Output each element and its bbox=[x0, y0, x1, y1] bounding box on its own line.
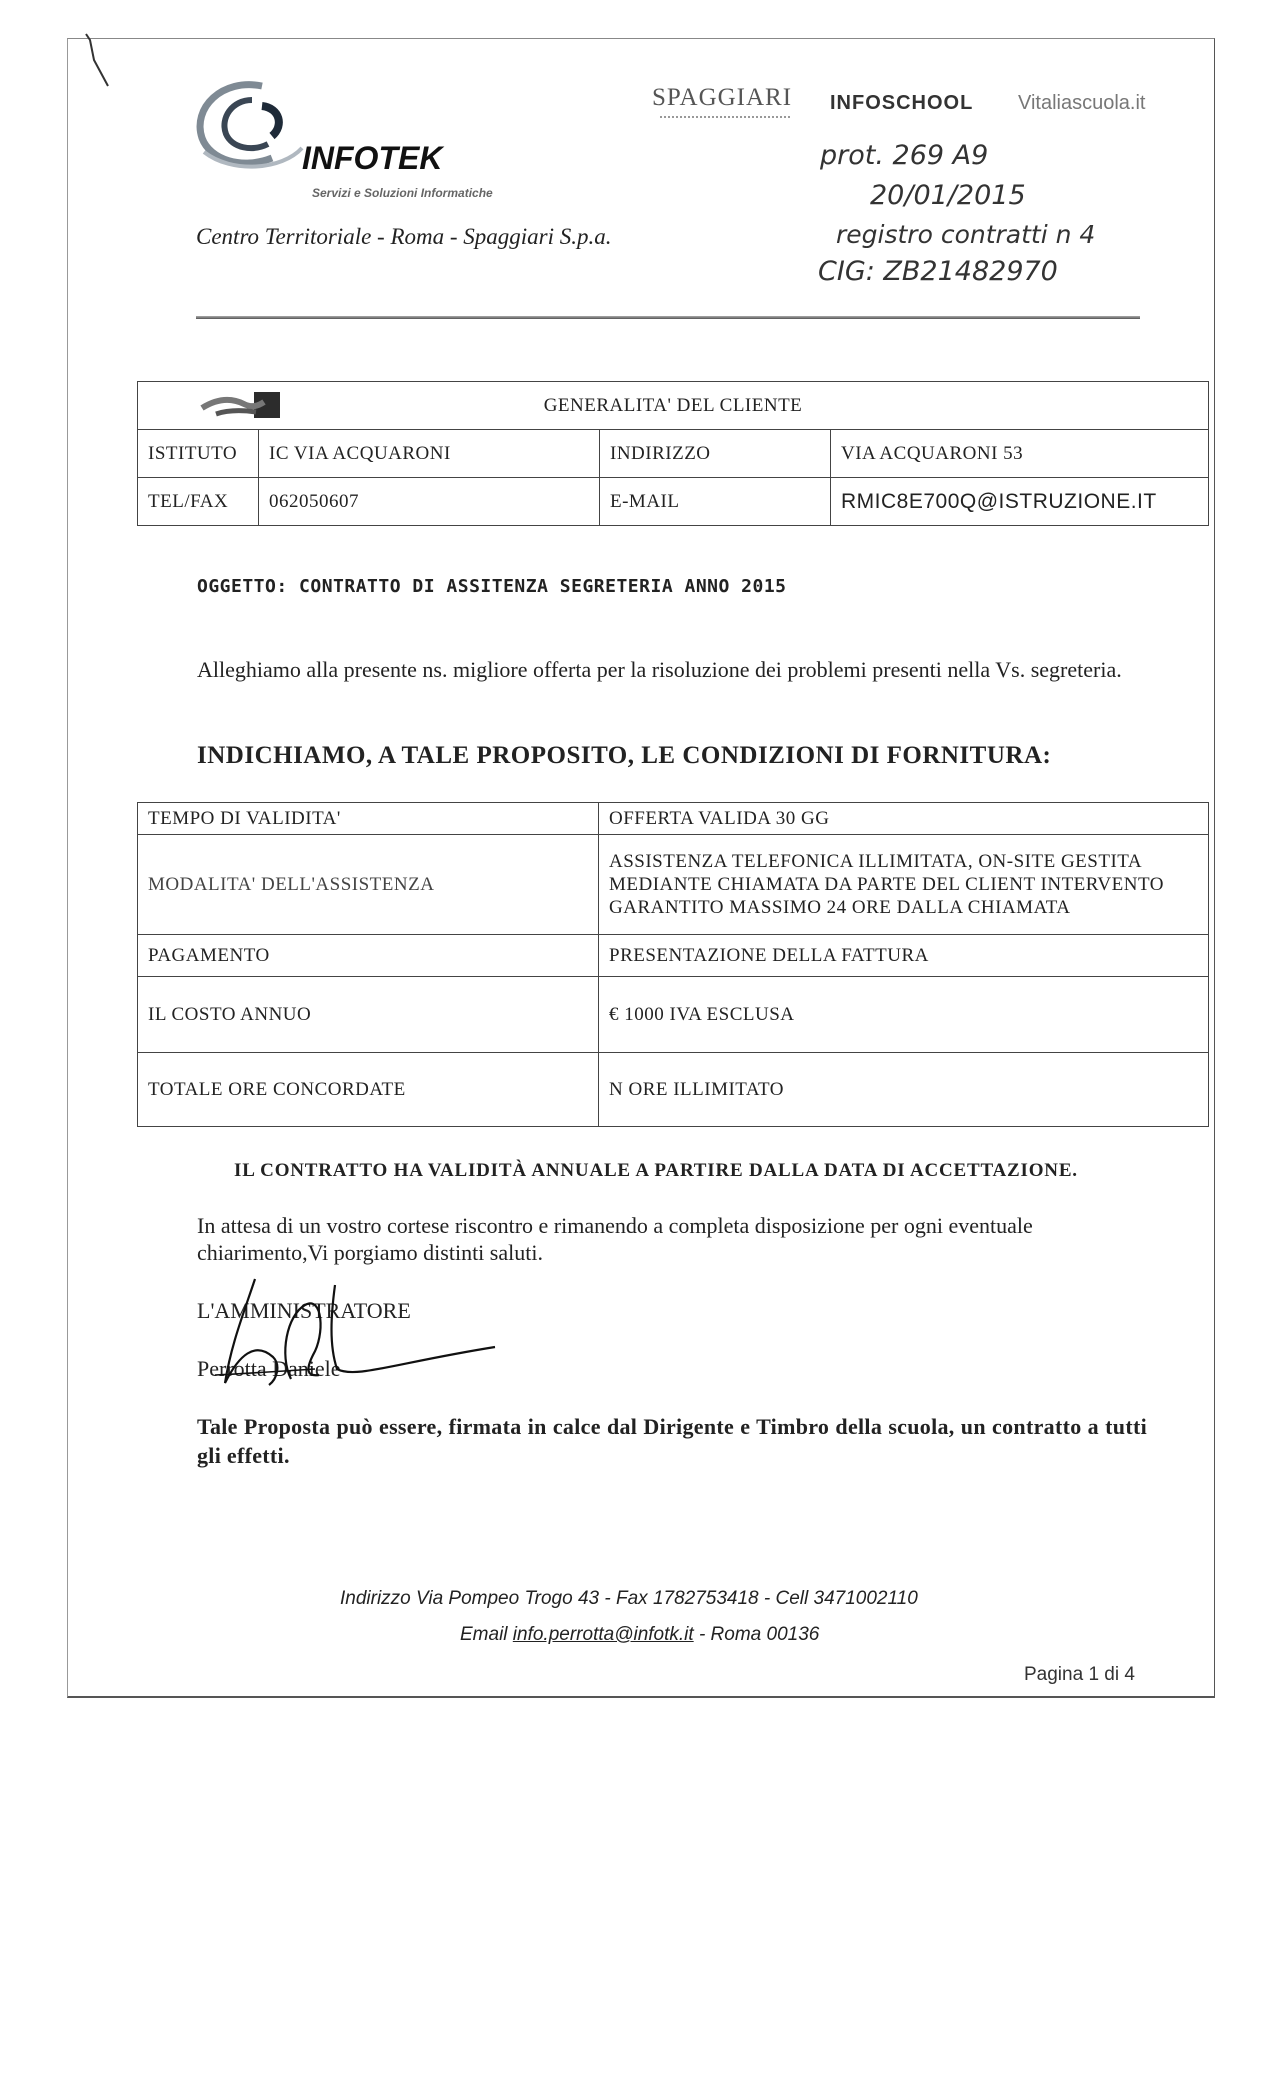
signatory-name: Perrotta Daniele bbox=[197, 1356, 341, 1381]
email-label: E-MAIL bbox=[600, 478, 831, 526]
brand-spaggiari: SPAGGIARI bbox=[652, 84, 793, 111]
intro-paragraph: Alleghiamo alla presente ns. migliore offerta per la risoluzione dei problemi presenti nella Vs. segreteria. bbox=[197, 657, 1122, 682]
handwritten-date: 20/01/2015 bbox=[870, 180, 1026, 211]
validity-statement: IL CONTRATTO HA VALIDITÀ ANNUALE A PARTIRE DALLA DATA DI ACCETTAZIONE. bbox=[234, 1160, 1078, 1181]
proposal-note: Tale Proposta può essere, firmata in calce dal Dirigente e Timbro della scuola, un contratto a tutti gli effetti. bbox=[197, 1414, 1147, 1468]
condition-label: TOTALE ORE CONCORDATE bbox=[138, 1053, 599, 1127]
telfax-value: 062050607 bbox=[259, 478, 600, 526]
condition-label: PAGAMENTO bbox=[138, 935, 599, 977]
table-row bbox=[138, 835, 1209, 935]
centro-territoriale: Centro Territoriale - Roma - Spaggiari S.p.a. bbox=[196, 224, 612, 249]
signatory-role: L'AMMINISTRATORE bbox=[197, 1298, 411, 1323]
indirizzo-label: INDIRIZZO bbox=[600, 430, 831, 478]
logo-name: INFOTEK bbox=[302, 140, 443, 176]
logo-tagline: Servizi e Soluzioni Informatiche bbox=[312, 186, 493, 200]
footer-email-link[interactable]: info.perrotta@infotk.it bbox=[512, 1624, 694, 1645]
condition-label: MODALITA' DELL'ASSISTENZA bbox=[138, 835, 599, 935]
condition-label: TEMPO DI VALIDITA' bbox=[138, 803, 599, 835]
brand-infoschool: INFOSCHOOL bbox=[830, 92, 974, 114]
brand-spaggiari-underline bbox=[660, 116, 790, 122]
istituto-label: ISTITUTO bbox=[138, 430, 259, 478]
footer-email-suffix: - Roma 00136 bbox=[693, 1624, 820, 1645]
condition-value: N ORE ILLIMITATO bbox=[599, 1053, 1209, 1127]
condition-value: OFFERTA VALIDA 30 GG bbox=[599, 803, 1209, 835]
closing-paragraph: In attesa di un vostro cortese riscontro e rimanendo a completa disposizione per ogni eventuale chiarimento,Vi porgiamo distinti saluti. bbox=[197, 1213, 1033, 1265]
condition-value: € 1000 IVA ESCLUSA bbox=[599, 977, 1209, 1053]
conditions-heading: INDICHIAMO, A TALE PROPOSITO, LE CONDIZIONI DI FORNITURA: bbox=[197, 742, 1052, 769]
footer-address: Indirizzo Via Pompeo Trogo 43 - Fax 1782753418 - Cell 3471002110 bbox=[340, 1588, 918, 1609]
table-row bbox=[138, 935, 1209, 977]
brand-italiascuola: Vitaliascuola.it bbox=[1018, 92, 1146, 114]
telfax-label: TEL/FAX bbox=[138, 478, 259, 526]
table-row bbox=[138, 1053, 1209, 1127]
corner-scribble-icon bbox=[82, 30, 112, 90]
footer-email-line bbox=[460, 1624, 819, 1646]
handwritten-registro: registro contratti n 4 bbox=[836, 220, 1096, 249]
conditions-table bbox=[137, 802, 1209, 1127]
indirizzo-value: VIA ACQUARONI 53 bbox=[831, 430, 1209, 478]
istituto-value: IC VIA ACQUARONI bbox=[259, 430, 600, 478]
page-number: Pagina 1 di 4 bbox=[1024, 1664, 1135, 1685]
handshake-icon bbox=[198, 388, 284, 422]
signature-icon bbox=[195, 1275, 515, 1395]
handwritten-protocol: prot. 269 A9 bbox=[820, 140, 989, 171]
condition-value: PRESENTAZIONE DELLA FATTURA bbox=[599, 935, 1209, 977]
email-value: RMIC8E700Q@ISTRUZIONE.IT bbox=[831, 478, 1209, 526]
condition-label: IL COSTO ANNUO bbox=[138, 977, 599, 1053]
condition-value: ASSISTENZA TELEFONICA ILLIMITATA, ON-SITE GESTITA MEDIANTE CHIAMATA DA PARTE DEL CLIENT INTERVENTO GARANTITO MASSIMO 24 ORE DALLA CHIAMATA bbox=[599, 835, 1209, 935]
handwritten-cig: CIG: ZB21482970 bbox=[818, 256, 1058, 287]
header-divider bbox=[196, 316, 1140, 319]
client-table-title: GENERALITA' DEL CLIENTE bbox=[543, 394, 803, 416]
oggetto-line: OGGETTO: CONTRATTO DI ASSITENZA SEGRETERIA ANNO 2015 bbox=[197, 576, 787, 597]
footer-email-prefix: Email bbox=[460, 1624, 513, 1645]
table-row bbox=[138, 803, 1209, 835]
infotek-logo-icon bbox=[192, 78, 312, 173]
table-row bbox=[138, 977, 1209, 1053]
client-table bbox=[137, 381, 1209, 526]
client-table-header bbox=[138, 382, 1209, 430]
